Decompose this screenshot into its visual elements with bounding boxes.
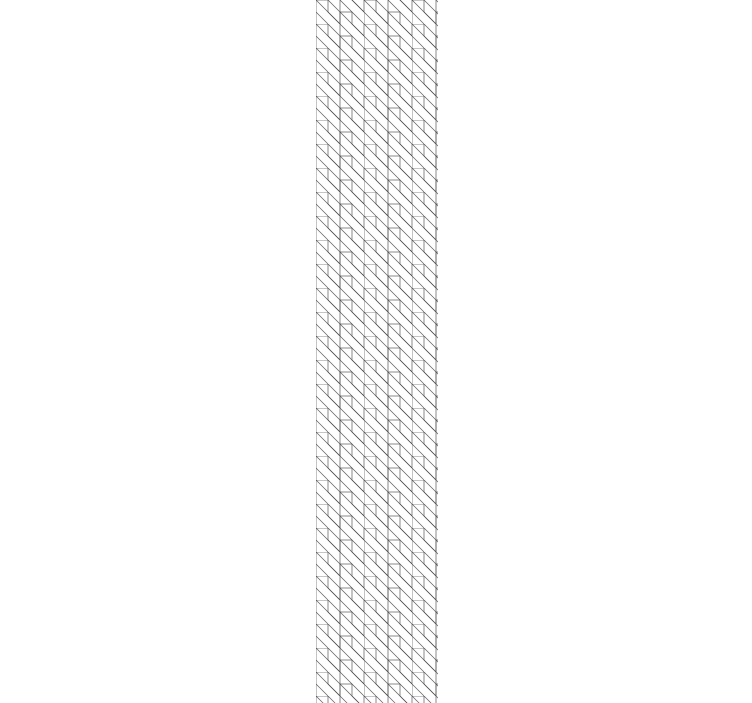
lattice-fill-rect	[316, 0, 438, 703]
pattern-strip	[316, 0, 438, 703]
